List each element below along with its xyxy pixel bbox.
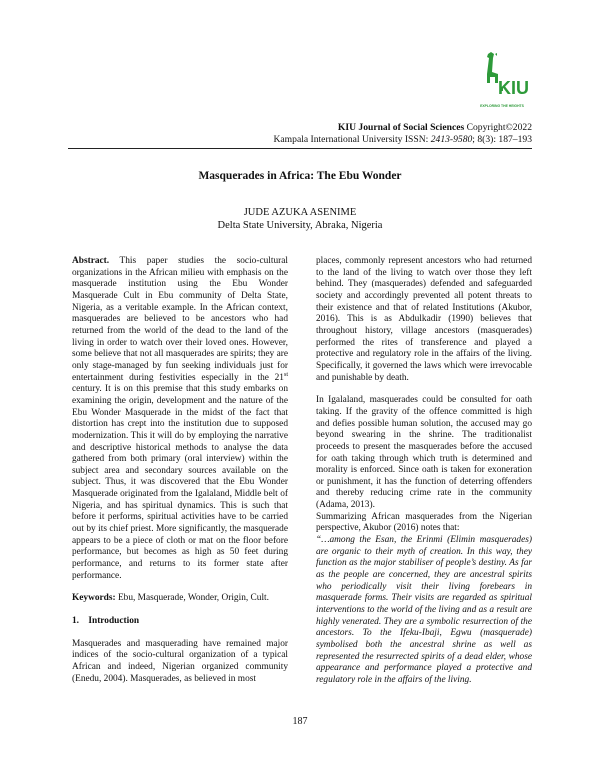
- author-block: [0, 206, 600, 232]
- journal-name: KIU Journal of Social Sciences: [337, 122, 465, 133]
- introduction-title: Introduction: [88, 616, 140, 627]
- right-column: [316, 256, 532, 687]
- header-divider: [68, 148, 532, 149]
- introduction-text: Masquerades and masquerading have remained major indices of the socio-cultural organization of a typical African and indeed, Nigerian organized community (Enedu, 2004). Masquerades, as believed in most: [72, 638, 288, 684]
- page-number: 187: [292, 716, 308, 727]
- abstract-text-a: This paper studies the socio-cultural organizations in the African milieu with emphasis on the masquerade institution using the Ebu Wonder Masquerade Cult in Ebu community of Delta State, Nigeria, as a veritable example. In the African context, masquerades are believed to be ancestors who had returned from the world of the dead to the land of the living in order to watch over their loved ones. However, some believe that not all masquerades are spirits; they are only stage-managed by fun seeking individuals just for entertainment during festivities especially in the 21: [72, 256, 288, 383]
- author-affiliation: Delta State University, Abraka, Nigeria: [217, 220, 383, 231]
- introduction-heading: [72, 616, 288, 628]
- kiu-logo: [478, 50, 529, 116]
- article-title: Masquerades in Africa: The Ebu Wonder: [198, 170, 402, 182]
- right-paragraph-3: Summarizing African masquerades from the Nigerian perspective, Akubor (2016) notes that:: [316, 511, 532, 534]
- abstract-text-b: century. It is on this premise that this study embarks on examining the origin, development and the nature of the Ebu Wonder Masquerade in the midst of the fact that distortion has crept into the institution due to supposed modernization. This it will do by employing the narrative and descriptive historical methods to analyse the data gathered from both primary (oral interview) within the subject area and secondary sources available on the subject. Thus, it was discovered that the Ebu Wonder Masquerade originated from the Igalaland, Middle belt of Nigeria, and has spiritual dynamics. This is such that before it performs, spiritual activities have to be carried out by its chief priest. More significantly, the masquerade appears to be a piece of cloth or mat on the floor before performance, but becomes as high as 50 feet during performance, and returns to its former state after performance.: [72, 384, 288, 581]
- abstract: [72, 256, 288, 582]
- akubor-quote: “…among the Esan, the Erinmi (Elimin masquerades) are organic to their myth of creation. In this way, they function as the major stabiliser of people’s destiny. As far as the people are concerned, they are ancestral spirits who periodically visit their living forebears in masquerade forms. Their visits are regarded as spiritual interventions to the world of the living and as a result are highly venerated. They are a symbolic resurrection of the ancestors. To the Ifeku-Ibaji, Egwu (masquerade) symbolised both the ancestral shrine as well as represented the resurrected spirits of a dead elder, whose appearance and performance played a protective and regulatory role in the affairs of the living.: [316, 535, 532, 685]
- left-column: [72, 256, 288, 685]
- abstract-label: Abstract.: [72, 256, 110, 266]
- right-paragraph-2: In Igalaland, masquerades could be consulted for oath taking. If the gravity of the offence committed is high and defies possible human solution, the accused may go beyond swearing in the shrine. The traditionalist proceeds to present the masquerades before the accused for oath taking through which truth is determined and morality is enforced. Since oath is taken for exoneration or punishment, it has the function of deterring offenders and thereby reducing crime rate in the community (Adama, 2013).: [316, 395, 532, 511]
- copyright: Copyright©2022: [466, 122, 532, 133]
- keywords-label: Keywords:: [72, 593, 116, 604]
- abstract-sup: st: [283, 371, 288, 378]
- volume-pages: ; 8(3): 187–193: [472, 134, 532, 145]
- introduction-number: 1.: [72, 616, 80, 627]
- issn: 2413-9580: [430, 134, 473, 145]
- logo-text: KIU: [498, 78, 529, 98]
- keywords-text: Ebu, Masquerade, Wonder, Origin, Cult.: [117, 593, 269, 604]
- keywords: [72, 593, 288, 605]
- logo-tagline: EXPLORING THE HEIGHTS: [480, 104, 524, 108]
- university-issn-label: Kampala International University ISSN:: [273, 134, 429, 145]
- right-paragraph-1: places, commonly represent ancestors who had returned to the land of the living to watch over those they left behind. They (masquerades) defended and safeguarded society and accordingly prevented all potent threats to their existence and that of related Institutions (Akubor, 2016). This is as Abdulkadir (1990) believes that throughout history, village ancestors (masquerades) performed the rites of transference and played a protective and regulatory role in the affairs of the living. Specifically, it governed the laws which were irrevocable and punishable by death.: [316, 256, 532, 383]
- journal-header: [274, 122, 533, 146]
- author-name: JUDE AZUKA ASENIME: [243, 207, 357, 218]
